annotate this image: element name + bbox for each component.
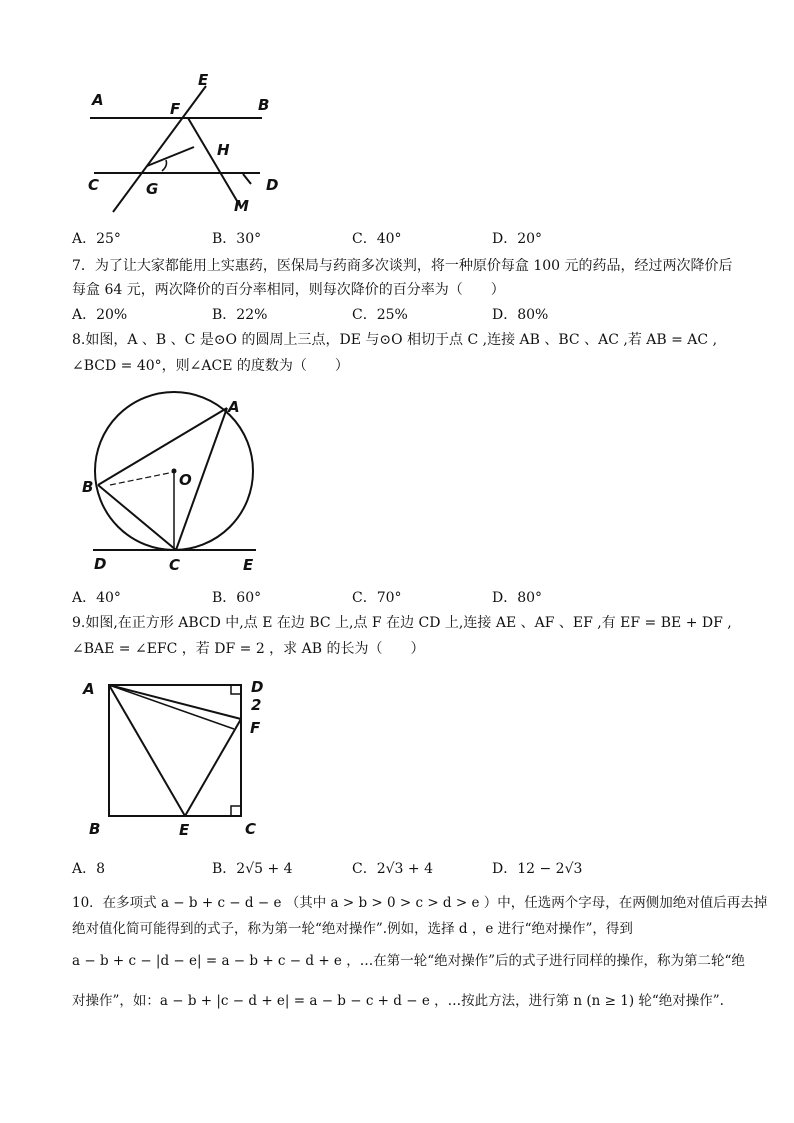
label-c: C [169,556,181,574]
label-m: M [234,197,249,215]
q9-option-c: C．2√3 + 4 [352,861,433,877]
right-angle-d [231,685,241,694]
q8-option-d: D．80° [492,590,543,606]
q6-option-a: A．25° [72,231,121,247]
label-b: B [82,478,94,496]
q7-line1: 7．为了让大家都能用上实惠药，医保局与药商多次谈判，将一种原价每盒 100 元的药品，经过两次降价后 [72,258,733,274]
q10-line4: 对操作”，如：a − b + |c − d + e| = a − b − c + d − e ，…按此方法，进行第 n (n ≥ 1) 轮“绝对操作”. [72,993,724,1009]
segment-af [109,685,241,719]
right-angle-c [231,806,241,816]
label-g: G [146,180,159,198]
figure-q9 [80,672,280,842]
label-a: A [92,91,104,109]
label-b: B [89,820,101,838]
q8-option-b: B．60° [212,590,262,606]
q6-option-c: C．40° [352,231,402,247]
line-ef [113,86,206,212]
label-two: 2 [251,696,262,714]
label-d: D [266,176,279,194]
label-h: H [217,141,230,159]
label-d: D [94,555,107,573]
q9-option-b: B．2√5 + 4 [212,861,293,877]
q10-line2: 绝对值化简可能得到的式子，称为第一轮“绝对操作”.例如，选择 d ，e 进行“绝对操作”，得到 [72,921,633,937]
line-fm [188,118,240,206]
q9-line1: 9.如图,在正方形 ABCD 中,点 E 在边 BC 上,点 F 在边 CD 上,连接 AE 、AF 、EF ,有 EF = BE + DF , [72,615,732,631]
figure-q6 [80,70,300,220]
figure-q8 [78,388,278,583]
q7-option-c: C．25% [352,307,408,323]
label-d: D [251,678,264,696]
q6-option-d: D．20° [492,231,543,247]
q8-line2: ∠BCD = 40°，则∠ACE 的度数为（ ） [72,358,349,374]
label-c: C [88,176,100,194]
q7-option-d: D．80% [492,307,549,323]
q8-option-a: A．40° [72,590,121,606]
segment-ae [109,685,185,816]
q10-line3: a − b + c − |d − e| = a − b + c − d + e ，…在第一轮“绝对操作”后的式子进行同样的操作，称为第二轮“绝 [72,953,745,969]
label-b: B [258,96,270,114]
segment-ah [109,685,234,729]
angle-arc [162,160,167,171]
label-o: O [179,471,192,489]
q9-line2: ∠BAE = ∠EFC ，若 DF = 2 ，求 AB 的长为（ ） [72,641,425,657]
label-a: A [83,680,95,698]
label-f: F [250,719,261,737]
tick-d [243,174,251,184]
square-abcd [109,685,241,816]
q8-line1: 8.如图，A 、B 、C 是⊙O 的圆周上三点，DE 与⊙O 相切于点 C ,连接 AB 、BC 、AC ,若 AB = AC , [72,332,718,348]
radius-ob [110,472,174,485]
label-e: E [198,71,209,89]
label-a: A [228,398,240,416]
segment-ef [185,719,241,816]
label-c: C [245,820,257,838]
q8-option-c: C．70° [352,590,402,606]
center-dot [172,469,177,474]
q10-line1: 10．在多项式 a − b + c − d − e （其中 a > b > 0 > c > d > e ）中，任选两个字母，在两侧加绝对值后再去掉 [72,895,768,911]
segment-ab [98,408,227,485]
q7-line2: 每盒 64 元，两次降价的百分率相同，则每次降价的百分率为（ ） [72,282,505,298]
q9-option-a: A．8 [72,861,106,877]
q7-option-b: B．22% [212,307,268,323]
q6-option-b: B．30° [212,231,262,247]
q9-option-d: D．12 − 2√3 [492,861,583,877]
label-f: F [170,100,181,118]
label-e: E [179,821,190,839]
label-e: E [243,556,254,574]
q7-option-a: A．20% [72,307,128,323]
